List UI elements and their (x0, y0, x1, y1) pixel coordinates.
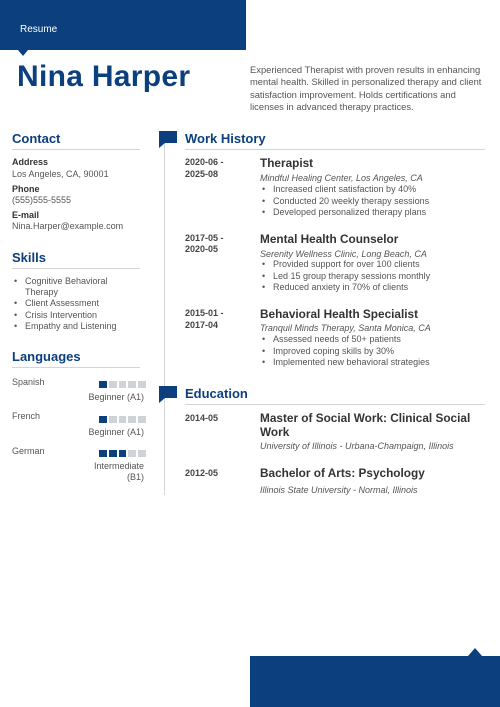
skill-item: • Crisis Intervention (12, 310, 142, 321)
skills-rule (12, 268, 140, 269)
languages-rule (12, 367, 140, 368)
proficiency-square (119, 450, 127, 457)
language-name-german: German (12, 446, 45, 456)
school-name: Illinois State University - Normal, Illinois (260, 485, 418, 495)
degree-title: Bachelor of Arts: Psychology (260, 466, 425, 480)
email-label: E-mail (12, 210, 40, 220)
proficiency-square (119, 381, 127, 388)
banner-notch (18, 50, 28, 56)
job-bullet: • Conducted 20 weekly therapy sessions (260, 196, 490, 208)
job-date-start: 2017-05 - (185, 233, 224, 243)
proficiency-square (109, 381, 117, 388)
contact-heading: Contact (12, 131, 61, 146)
job-bullet: • Improved coping skills by 30% (260, 346, 490, 358)
skill-item: • Empathy and Listening (12, 321, 142, 332)
language-name-spanish: Spanish (12, 377, 45, 387)
language-level-spanish: Beginner (A1) (88, 392, 144, 402)
language-level-bar-french (99, 416, 146, 423)
language-name-french: French (12, 411, 41, 421)
education-rule (185, 404, 485, 405)
school-name: University of Illinois - Urbana-Champaign, Illinois (260, 441, 454, 451)
language-level-german-line1: Intermediate (93, 461, 144, 471)
work-history-heading: Work History (185, 131, 266, 146)
job-bullet: • Provided support for over 100 clients (260, 259, 490, 271)
job-bullets (260, 259, 490, 294)
job-bullet: • Reduced anxiety in 70% of clients (260, 282, 490, 294)
proficiency-square (138, 416, 146, 423)
skills-list (12, 276, 142, 332)
job-organization: Tranquil Minds Therapy, Santa Monica, CA (260, 323, 431, 333)
job-bullet: • Led 15 group therapy sessions monthly (260, 271, 490, 283)
skill-item: • Client Assessment (12, 298, 142, 309)
job-organization: Serenity Wellness Clinic, Long Beach, CA (260, 249, 427, 259)
job-bullets (260, 334, 490, 369)
job-bullet: • Implemented new behavioral strategies (260, 357, 490, 369)
job-bullets (260, 184, 490, 219)
job-date-start: 2015-01 - (185, 308, 224, 318)
education-date: 2014-05 (185, 413, 219, 423)
proficiency-square (119, 416, 127, 423)
column-divider (164, 140, 165, 495)
address-label: Address (12, 157, 49, 167)
proficiency-square (99, 450, 107, 457)
education-heading: Education (185, 386, 248, 401)
proficiency-square (99, 381, 107, 388)
job-title: Mental Health Counselor (260, 232, 399, 246)
top-banner (0, 0, 246, 50)
language-level-german-line2: (B1) (126, 472, 144, 482)
proficiency-square (99, 416, 107, 423)
address-value: Los Angeles, CA, 90001 (12, 169, 109, 179)
proficiency-square (138, 450, 146, 457)
summary-text: Experienced Therapist with proven results in enhancing mental health. Skilled in personalized therapy and client satisfaction improvement. Holds certifications and licenses in advanced therapy practices. (250, 64, 482, 113)
proficiency-square (138, 381, 146, 388)
languages-heading: Languages (12, 349, 81, 364)
degree-title: Master of Social Work: Clinical Social Work (260, 411, 471, 439)
skills-heading: Skills (12, 250, 46, 265)
contact-rule (12, 149, 140, 150)
proficiency-square (128, 381, 136, 388)
job-title: Behavioral Health Specialist (260, 307, 419, 321)
proficiency-square (128, 416, 136, 423)
proficiency-square (128, 450, 136, 457)
job-bullet: • Developed personalized therapy plans (260, 207, 490, 219)
work-history-flag-icon (159, 131, 177, 143)
job-date-end: 2020-05 (185, 244, 219, 254)
skill-item: • Cognitive Behavioral (12, 276, 142, 287)
email-value: Nina.Harper@example.com (12, 221, 124, 231)
resume-label: Resume (20, 24, 58, 35)
job-organization: Mindful Healing Center, Los Angeles, CA (260, 173, 423, 183)
bottom-block (250, 656, 500, 707)
job-bullet: • Assessed needs of 50+ patients (260, 334, 490, 346)
job-date-start: 2020-06 - (185, 157, 224, 167)
language-level-bar-spanish (99, 381, 146, 388)
language-level-bar-german (99, 450, 146, 457)
job-date-end: 2025-08 (185, 169, 219, 179)
candidate-name: Nina Harper (17, 60, 191, 93)
work-history-rule (185, 149, 485, 150)
job-date-end: 2017-04 (185, 320, 219, 330)
language-level-french: Beginner (A1) (88, 427, 144, 437)
proficiency-square (109, 416, 117, 423)
education-date: 2012-05 (185, 468, 219, 478)
education-flag-icon (159, 386, 177, 398)
bottom-notch (468, 648, 482, 656)
job-bullet: • Increased client satisfaction by 40% (260, 184, 490, 196)
phone-value: (555)555-5555 (12, 195, 72, 205)
job-title: Therapist (260, 156, 314, 170)
skill-item-continuation: Therapy (25, 287, 59, 298)
phone-label: Phone (12, 184, 40, 194)
proficiency-square (109, 450, 117, 457)
